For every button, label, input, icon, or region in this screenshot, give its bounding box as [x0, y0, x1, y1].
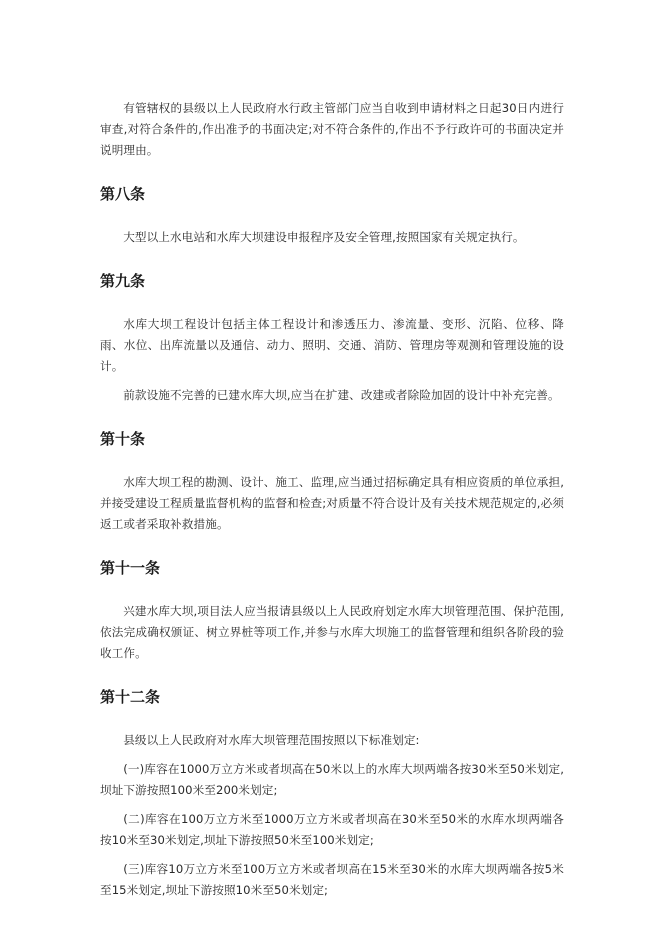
- article-heading: 第九条: [100, 272, 146, 290]
- article-paragraph: (二)库容在100万立方米至1000万立方米或者坝高在30米至50米的水库水坝两端各按10米至30米划定,坝址下游按照50米至100米划定;: [100, 812, 564, 847]
- article-paragraph: 大型以上水电站和水库大坝建设申报程序及安全管理,按照国家有关规定执行。: [123, 230, 525, 244]
- article-paragraph: 水库大坝工程的勘测、设计、施工、监理,应当通过招标确定具有相应资质的单位承担,并接受建设工程质量监督机构的监督和检查;对质量不符合设计及有关技术规范规定的,必须返工或者采取补救措施。: [100, 475, 564, 531]
- article-paragraph: (一)库容在1000万立方米或者坝高在50米以上的水库大坝两端各按30米至50米划定,坝址下游按照100米至200米划定;: [100, 762, 564, 797]
- article-heading: 第十条: [100, 430, 146, 448]
- article-heading: 第十二条: [100, 688, 161, 706]
- document-body: [100, 98, 564, 901]
- article-paragraph: 水库大坝工程设计包括主体工程设计和渗透压力、渗流量、变形、沉陷、位移、降雨、水位、出库流量以及通信、动力、照明、交通、消防、管理房等观测和管理设施的设计。: [100, 317, 564, 373]
- article-heading: 第十一条: [100, 559, 161, 577]
- article-paragraph: (三)库容10万立方米至100万立方米或者坝高在15米至30米的水库大坝两端各按5米至15米划定,坝址下游按照10米至50米划定;: [100, 862, 564, 897]
- intro-paragraph: 有管辖权的县级以上人民政府水行政主管部门应当自收到申请材料之日起30日内进行审查,对符合条件的,作出准予的书面决定;对不符合条件的,作出不予行政许可的书面决定并说明理由。: [100, 101, 564, 157]
- article-paragraph: 前款设施不完善的已建水库大坝,应当在扩建、改建或者除险加固的设计中补充完善。: [123, 388, 560, 402]
- article-heading: 第八条: [100, 185, 146, 203]
- article-paragraph: 兴建水库大坝,项目法人应当报请县级以上人民政府划定水库大坝管理范围、保护范围,依法完成确权颁证、树立界桩等项工作,并参与水库大坝施工的监督管理和组织各阶段的验收工作。: [100, 604, 564, 660]
- article-paragraph: 县级以上人民政府对水库大坝管理范围按照以下标准划定:: [123, 733, 420, 747]
